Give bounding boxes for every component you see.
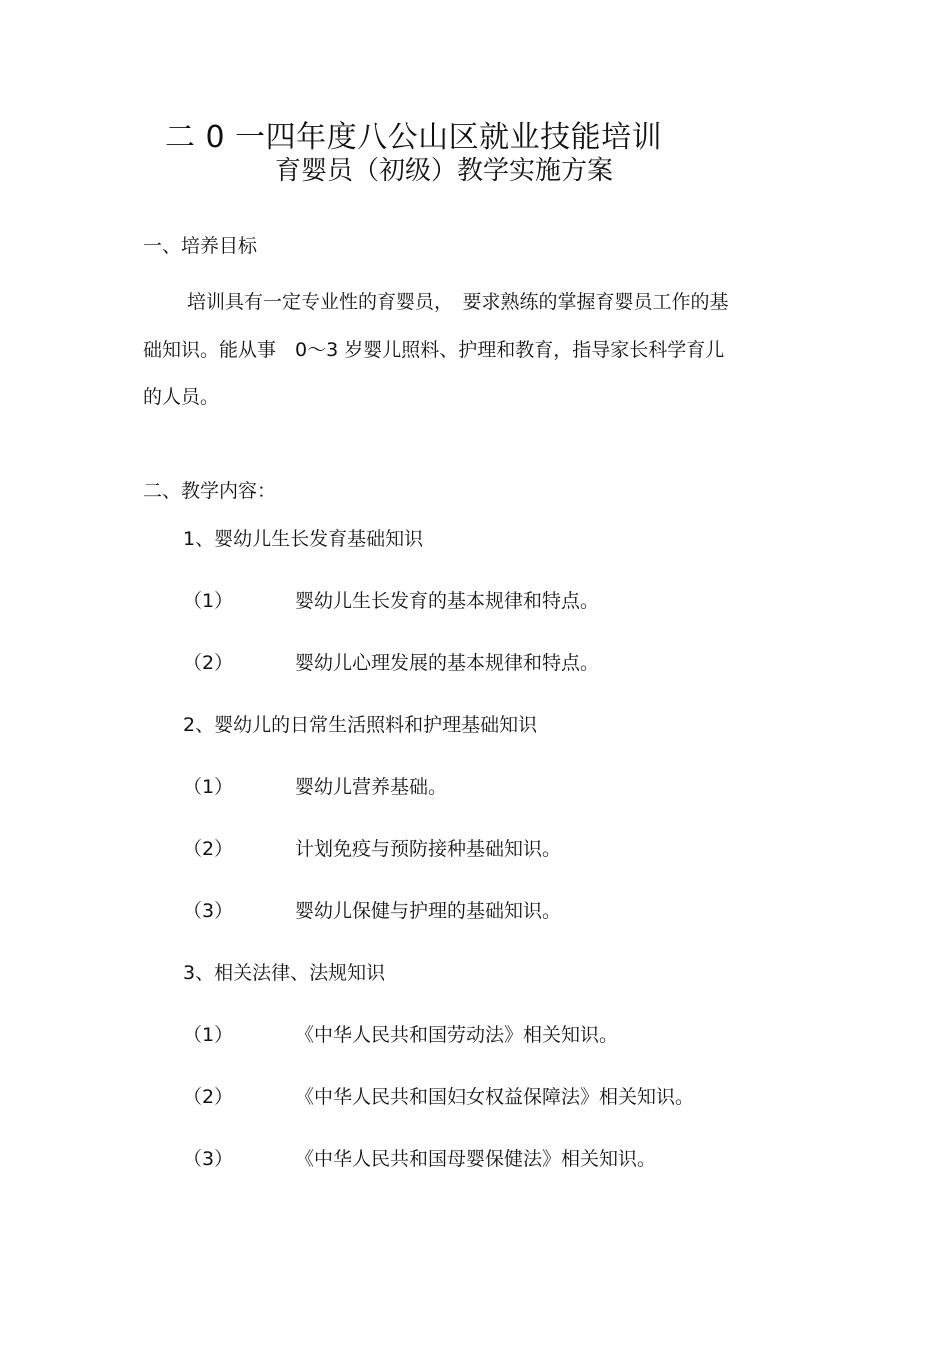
section2-heading: 二、教学内容： bbox=[143, 480, 277, 502]
group2-item1-text: 婴幼儿营养基础。 bbox=[295, 776, 448, 798]
group3-item3-number: （3） bbox=[183, 1148, 234, 1170]
group3-item2-text: 《中华人民共和国妇女权益保障法》相关知识。 bbox=[295, 1086, 695, 1108]
group3-item1-number: （1） bbox=[183, 1024, 234, 1046]
section1-paragraph-line3: 的人员。 bbox=[143, 386, 220, 408]
group3-item1-text: 《中华人民共和国劳动法》相关知识。 bbox=[295, 1024, 619, 1046]
group3-title: 3、相关法律、法规知识 bbox=[183, 962, 386, 984]
group1-item2-number: （2） bbox=[183, 652, 234, 674]
group2-title: 2、婴幼儿的日常生活照料和护理基础知识 bbox=[183, 714, 538, 736]
group1-item1-text: 婴幼儿生长发育的基本规律和特点。 bbox=[295, 590, 600, 612]
group2-item3-text: 婴幼儿保健与护理的基础知识。 bbox=[295, 900, 562, 922]
group1-title: 1、婴幼儿生长发育基础知识 bbox=[183, 528, 424, 550]
group3-item2-number: （2） bbox=[183, 1086, 234, 1108]
group3-item3-text: 《中华人民共和国母婴保健法》相关知识。 bbox=[295, 1148, 657, 1170]
group2-item3-number: （3） bbox=[183, 900, 234, 922]
group1-item2-text: 婴幼儿心理发展的基本规律和特点。 bbox=[295, 652, 600, 674]
section1-heading: 一、培养目标 bbox=[143, 235, 258, 257]
document-title-line1: 二 0 一四年度八公山区就业技能培训 bbox=[165, 120, 663, 155]
group2-item2-text: 计划免疫与预防接种基础知识。 bbox=[295, 838, 562, 860]
group1-item1-number: （1） bbox=[183, 590, 234, 612]
document-title-line2: 育婴员（初级）教学实施方案 bbox=[275, 156, 614, 186]
section1-paragraph-line1: 培训具有一定专业性的育婴员， 要求熟练的掌握育婴员工作的基 bbox=[187, 291, 729, 313]
group2-item2-number: （2） bbox=[183, 838, 234, 860]
section1-paragraph-line2: 础知识。能从事 0～3 岁婴儿照料、护理和教育，指导家长科学育儿 bbox=[143, 339, 725, 361]
group2-item1-number: （1） bbox=[183, 776, 234, 798]
